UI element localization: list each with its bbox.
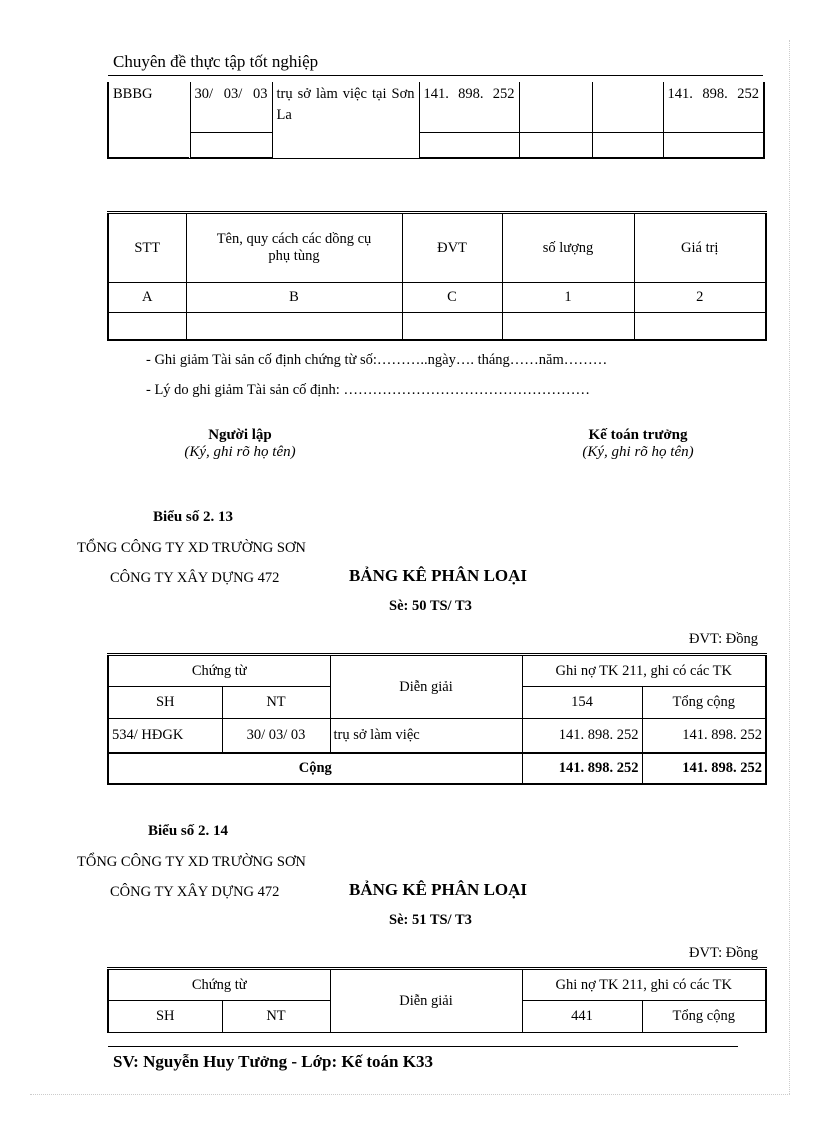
code-cell: B <box>186 283 402 313</box>
empty-cell <box>663 132 764 158</box>
header-total: Tổng cộng <box>642 687 766 719</box>
header-nt: NT <box>222 1001 330 1033</box>
classification-table-51 <box>107 967 767 1033</box>
page-header-title: Chuyên đề thực tập tốt nghiệp <box>113 52 319 71</box>
empty-cell <box>402 313 502 340</box>
chief-accountant-label: Kế toán trưởng <box>588 427 688 443</box>
empty-cell <box>190 132 272 158</box>
empty-cell <box>592 82 663 132</box>
continuation-table <box>107 82 765 159</box>
footer-rule <box>108 1046 738 1047</box>
header-voucher: Chứng từ <box>108 655 330 687</box>
header-account: 154 <box>522 687 642 719</box>
total-sum: 141. 898. 252 <box>642 753 766 784</box>
code-cell: A <box>108 283 186 313</box>
amount-cell-2: 141. 898. 252 <box>663 82 764 132</box>
page-footer: SV: Nguyễn Huy Tưởng - Lớp: Kế toán K33 <box>113 1052 433 1071</box>
signature-preparer <box>150 427 330 461</box>
header-description: Diễn giải <box>330 969 522 1033</box>
document-title: BẢNG KÊ PHÂN LOẠI <box>349 880 528 899</box>
signature-chief-accountant <box>548 427 728 461</box>
amount-cell-1: 141. 898. 252 <box>419 82 519 132</box>
currency-unit: ĐVT: Đồng <box>689 945 758 961</box>
empty-cell <box>634 313 766 340</box>
header-debit: Ghi nợ TK 211, ghi có các TK <box>522 655 766 687</box>
parent-company-name: TỔNG CÔNG TY XD TRƯỜNG SƠN <box>77 540 306 556</box>
document-number: Sè: 51 TS/ T3 <box>389 912 472 928</box>
total-amount: 141. 898. 252 <box>522 753 642 784</box>
preparer-sign-note: (Ký, ghi rõ họ tên) <box>184 444 296 460</box>
header-total: Tổng cộng <box>642 1001 766 1033</box>
reduction-reason-line: - Lý do ghi giảm Tài sản cố định: …………………………………………… <box>146 382 590 398</box>
currency-unit: ĐVT: Đồng <box>689 631 758 647</box>
form-number: Biểu số 2. 14 <box>148 823 229 839</box>
empty-cell <box>519 82 592 132</box>
row-description: trụ sở làm việc <box>330 719 522 753</box>
tools-table <box>107 211 767 341</box>
document-number: Sè: 50 TS/ T3 <box>389 598 472 614</box>
header-description: Diễn giải <box>330 655 522 719</box>
row-voucher-date: 30/ 03/ 03 <box>222 719 330 753</box>
empty-cell <box>502 313 634 340</box>
col-header-value: Giá trị <box>634 213 766 283</box>
header-nt: NT <box>222 687 330 719</box>
header-sh: SH <box>108 687 222 719</box>
chief-accountant-sign-note: (Ký, ghi rõ họ tên) <box>582 444 694 460</box>
total-label: Cộng <box>108 753 522 784</box>
form-number: Biểu số 2. 13 <box>153 509 234 525</box>
header-rule <box>108 75 763 76</box>
empty-cell <box>519 132 592 158</box>
code-cell: C <box>402 283 502 313</box>
empty-cell <box>108 313 186 340</box>
page-border-dotted <box>789 40 790 1094</box>
col-header-qty: số lượng <box>502 213 634 283</box>
code-cell: 2 <box>634 283 766 313</box>
classification-table-50 <box>107 653 767 785</box>
document-title: BẢNG KÊ PHÂN LOẠI <box>349 566 528 585</box>
reduction-voucher-line: - Ghi giảm Tài sản cố định chứng từ số:………..ngày…. tháng……năm……… <box>146 352 608 368</box>
header-voucher: Chứng từ <box>108 969 330 1001</box>
company-name: CÔNG TY XÂY DỰNG 472 <box>110 570 280 586</box>
empty-cell <box>592 132 663 158</box>
parent-company-name: TỔNG CÔNG TY XD TRƯỜNG SƠN <box>77 854 306 870</box>
code-cell: 1 <box>502 283 634 313</box>
empty-cell <box>419 132 519 158</box>
header-sh: SH <box>108 1001 222 1033</box>
table1-left-bottom <box>107 157 189 159</box>
empty-cell <box>186 313 402 340</box>
voucher-type-cell: BBBG <box>108 82 190 158</box>
col-header-stt: STT <box>108 213 186 283</box>
col-header-name: Tên, quy cách các dồng cụ phụ tùng <box>186 213 402 283</box>
preparer-label: Người lập <box>208 427 272 443</box>
company-name: CÔNG TY XÂY DỰNG 472 <box>110 884 280 900</box>
page-border-dotted <box>30 1094 790 1095</box>
row-total: 141. 898. 252 <box>642 719 766 753</box>
header-account: 441 <box>522 1001 642 1033</box>
voucher-desc-cell: trụ sở làm việc tại Sơn La <box>272 82 419 158</box>
row-amount: 141. 898. 252 <box>522 719 642 753</box>
col-header-unit: ĐVT <box>402 213 502 283</box>
header-debit: Ghi nợ TK 211, ghi có các TK <box>522 969 766 1001</box>
row-voucher-number: 534/ HĐGK <box>108 719 222 753</box>
voucher-date-cell: 30/ 03/ 03 <box>190 82 272 132</box>
